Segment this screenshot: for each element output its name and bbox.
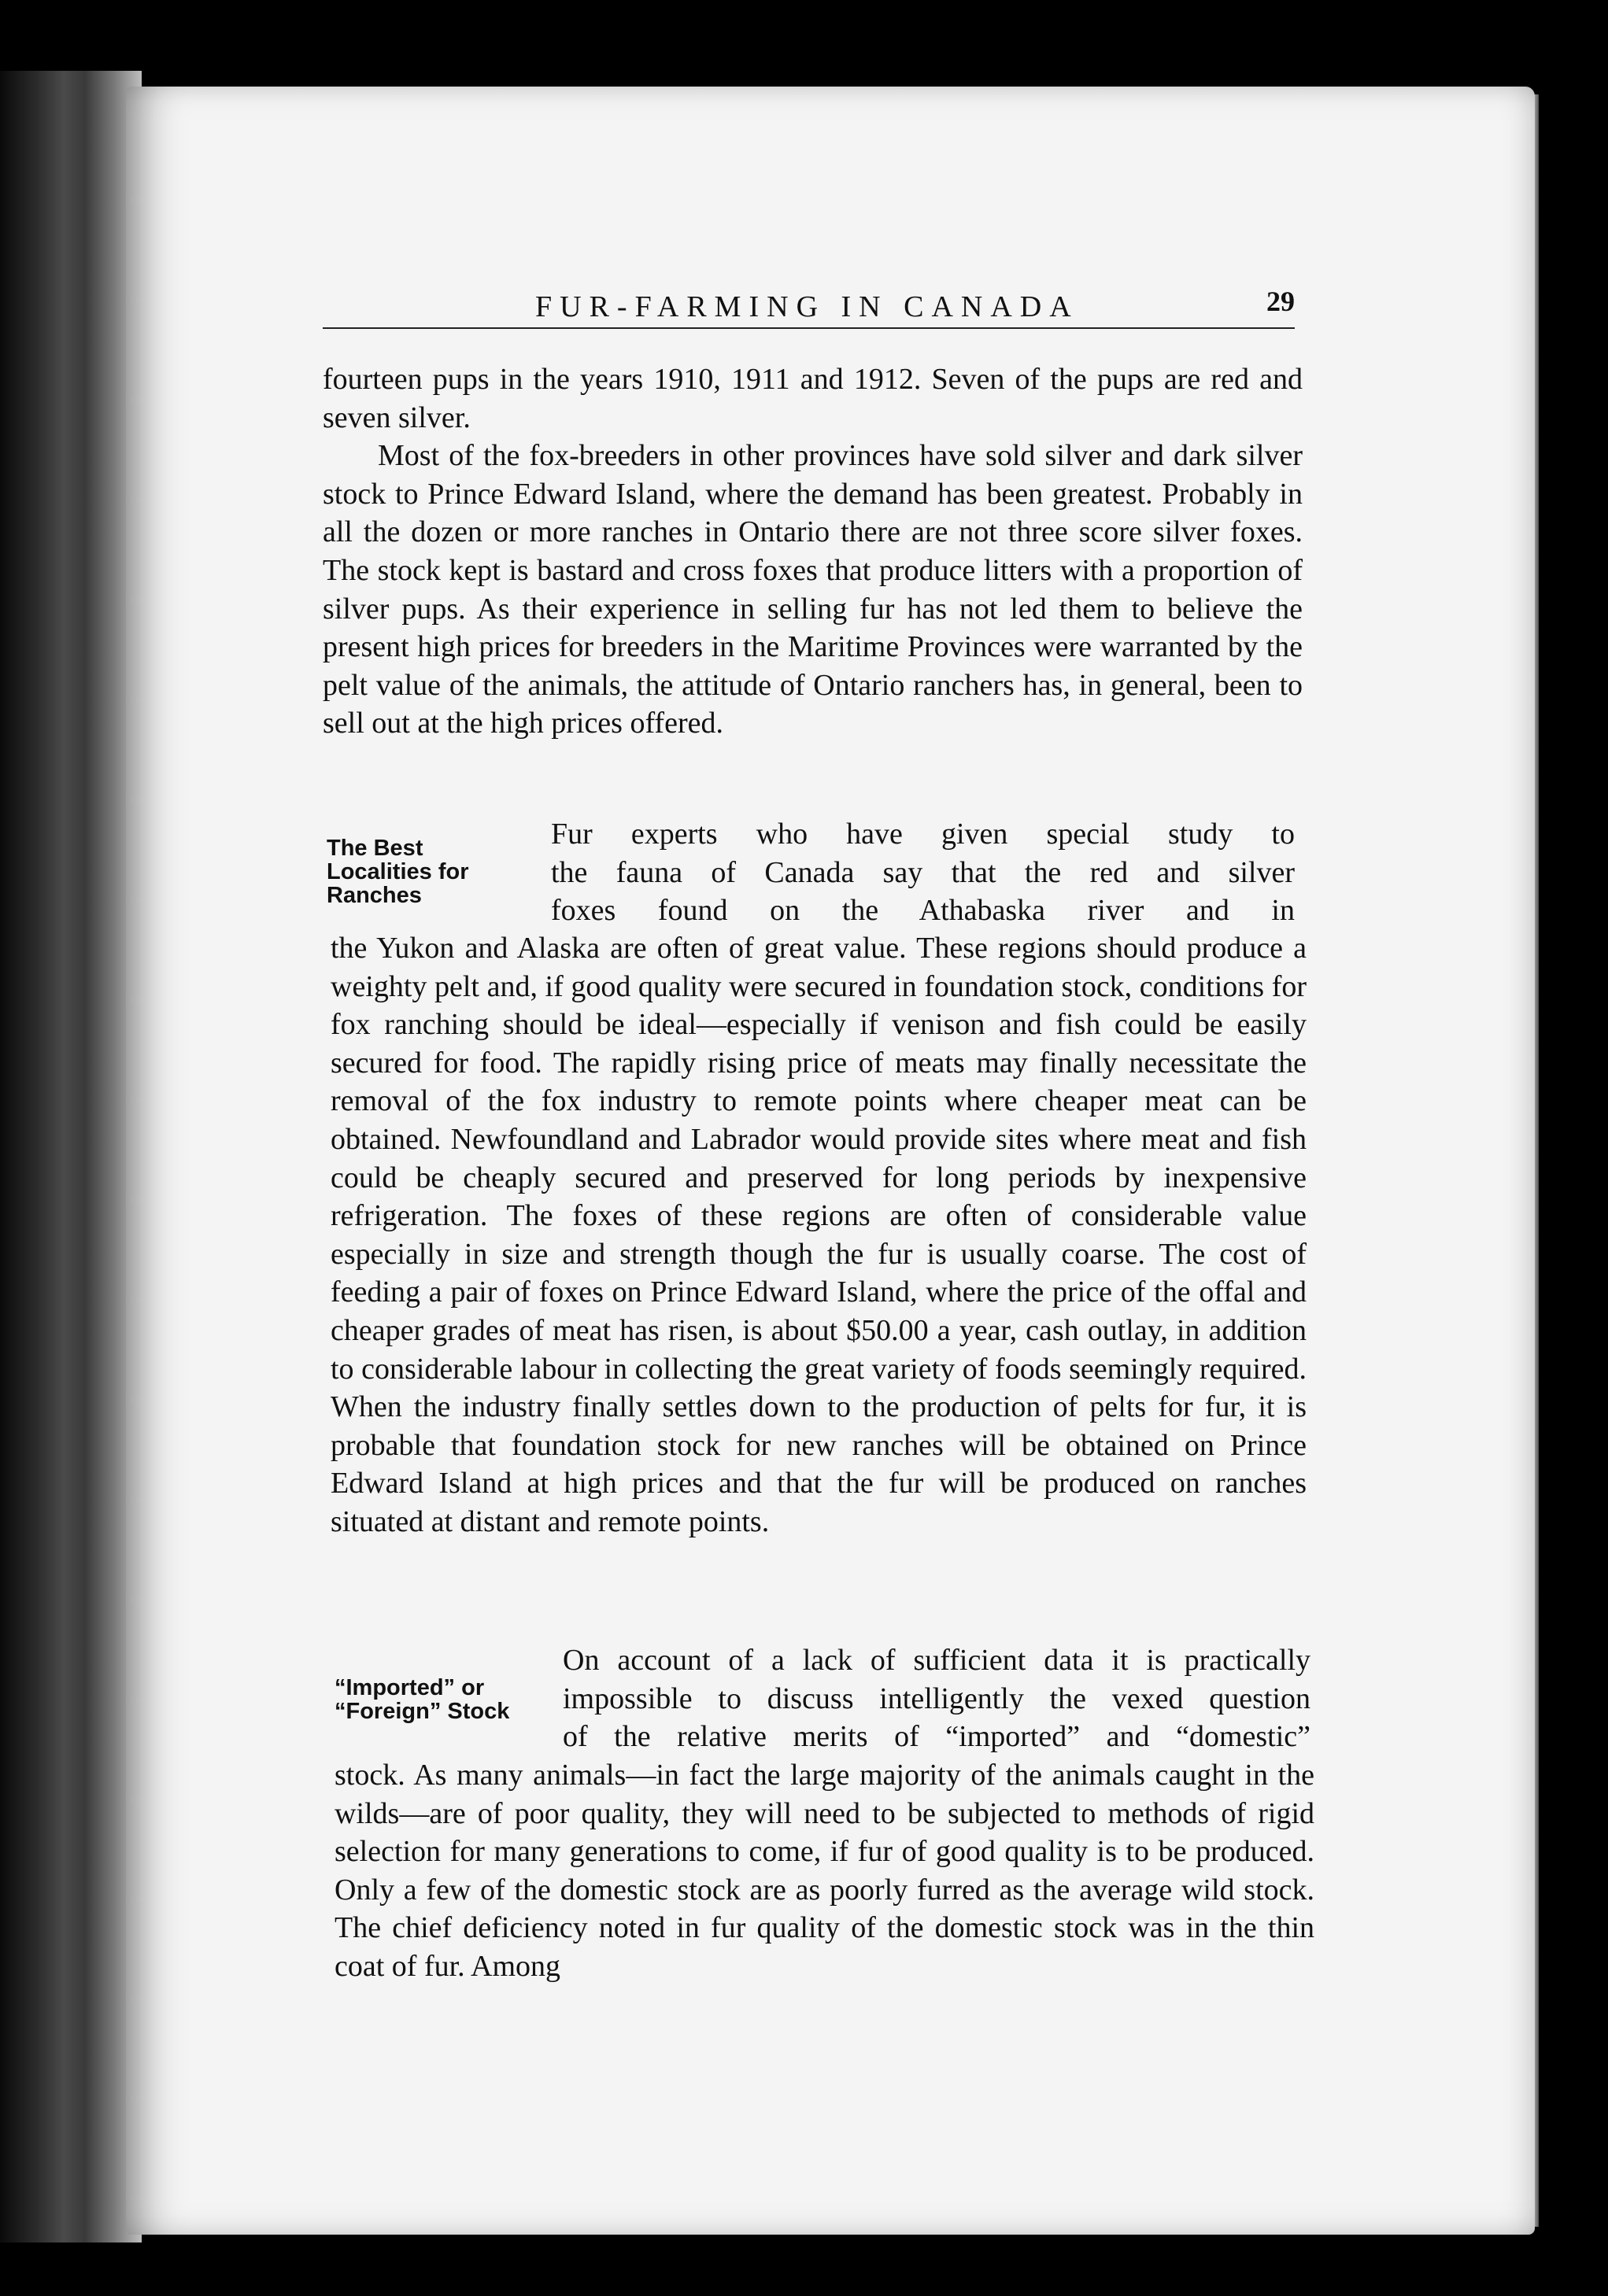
hanging-line: foxes found on the Athabaska river and in — [551, 894, 1295, 928]
paragraph-fox-breeders: Most of the fox-breeders in other provinces have sold silver and dark silver stock to Prince Edward Island, where the demand has been greatest. Probably in all the dozen or more ranches in Ontario there are not three score silver foxes. The stock kept is bastard and cross foxes that produce litters with a proportion of silver pups. As their experience in selling fur has not led them to believe the present high prices for breeders in the Maritime Provinces were warranted by the pelt value of the animals, the attitude of Ontario ranchers has, in general, been to sell out at the high prices offered. — [323, 439, 1303, 740]
running-header — [323, 283, 1295, 330]
hanging-line: of the relative merits of “imported” and “domestic” — [563, 1720, 1310, 1754]
hanging-line: impossible to discuss intelligently the vexed question — [563, 1681, 1310, 1715]
sidenote-line: “Foreign” Stock — [335, 1699, 510, 1724]
paragraph-continuation: fourteen pups in the years 1910, 1911 and 1912. Seven of the pups are red and seven silver. — [323, 363, 1303, 434]
opening-paragraphs — [323, 360, 1303, 743]
sidenote-best-localities — [327, 836, 469, 907]
hanging-line: On account of a lack of sufficient data it is practically — [563, 1644, 1310, 1677]
sidenote-line: Ranches — [327, 883, 422, 908]
header-rule — [323, 327, 1295, 329]
sidenote-line: “Imported” or — [335, 1675, 485, 1700]
hanging-line: Fur experts who have given special study to — [551, 818, 1295, 851]
hanging-line: the fauna of Canada say that the red and silver — [551, 855, 1295, 889]
book-binding — [0, 71, 142, 2242]
sidenote-imported-foreign-stock — [335, 1676, 509, 1723]
hanging-lines-section2 — [563, 1641, 1310, 1756]
paragraph-imported-stock: stock. As many animals—in fact the large majority of the animals caught in the wilds—are of poor quality, they will need to be subjected to methods of rigid selection for many generations to come, if fur of good quality is to be produced. Only a few of the domestic stock are as poorly furred as the average wild stock. The chief deficiency noted in fur quality of the domestic stock was in the thin coat of fur. Among — [335, 1759, 1314, 1983]
sidenote-line: Localities for — [327, 859, 469, 884]
sidenote-line: The Best — [327, 836, 423, 861]
paragraph-best-localities: the Yukon and Alaska are often of great value. These regions should produce a weighty pelt and, if good quality were secured in foundation stock, conditions for fox ranching should be ideal—especially if venison and fish could be easily secured for food. The rapidly rising price of meats may finally necessitate the removal of the fox industry to remote points where cheaper meat can be obtained. Newfoundland and Labrador would provide sites where meat and fish could be cheaply secured and preserved for long periods by inexpensive refrigeration. The foxes of these regions are often of considerable value especially in size and strength though the fur is usually coarse. The cost of feeding a pair of foxes on Prince Edward Island, where the price of the offal and cheaper grades of meat has risen, is about $50.00 a year, cash outlay, in addition to considerable labour in collecting the great variety of foods seemingly required. When the industry finally settles down to the production of pelts for fur, it is probable that foundation stock for new ranches will be obtained on Prince Edward Island at high prices and that the fur will be produced on ranches situated at distant and remote points. — [331, 932, 1307, 1538]
hanging-lines-section1 — [551, 815, 1295, 930]
running-title: FUR-FARMING IN CANADA — [535, 290, 1079, 323]
page-number: 29 — [1266, 286, 1295, 317]
